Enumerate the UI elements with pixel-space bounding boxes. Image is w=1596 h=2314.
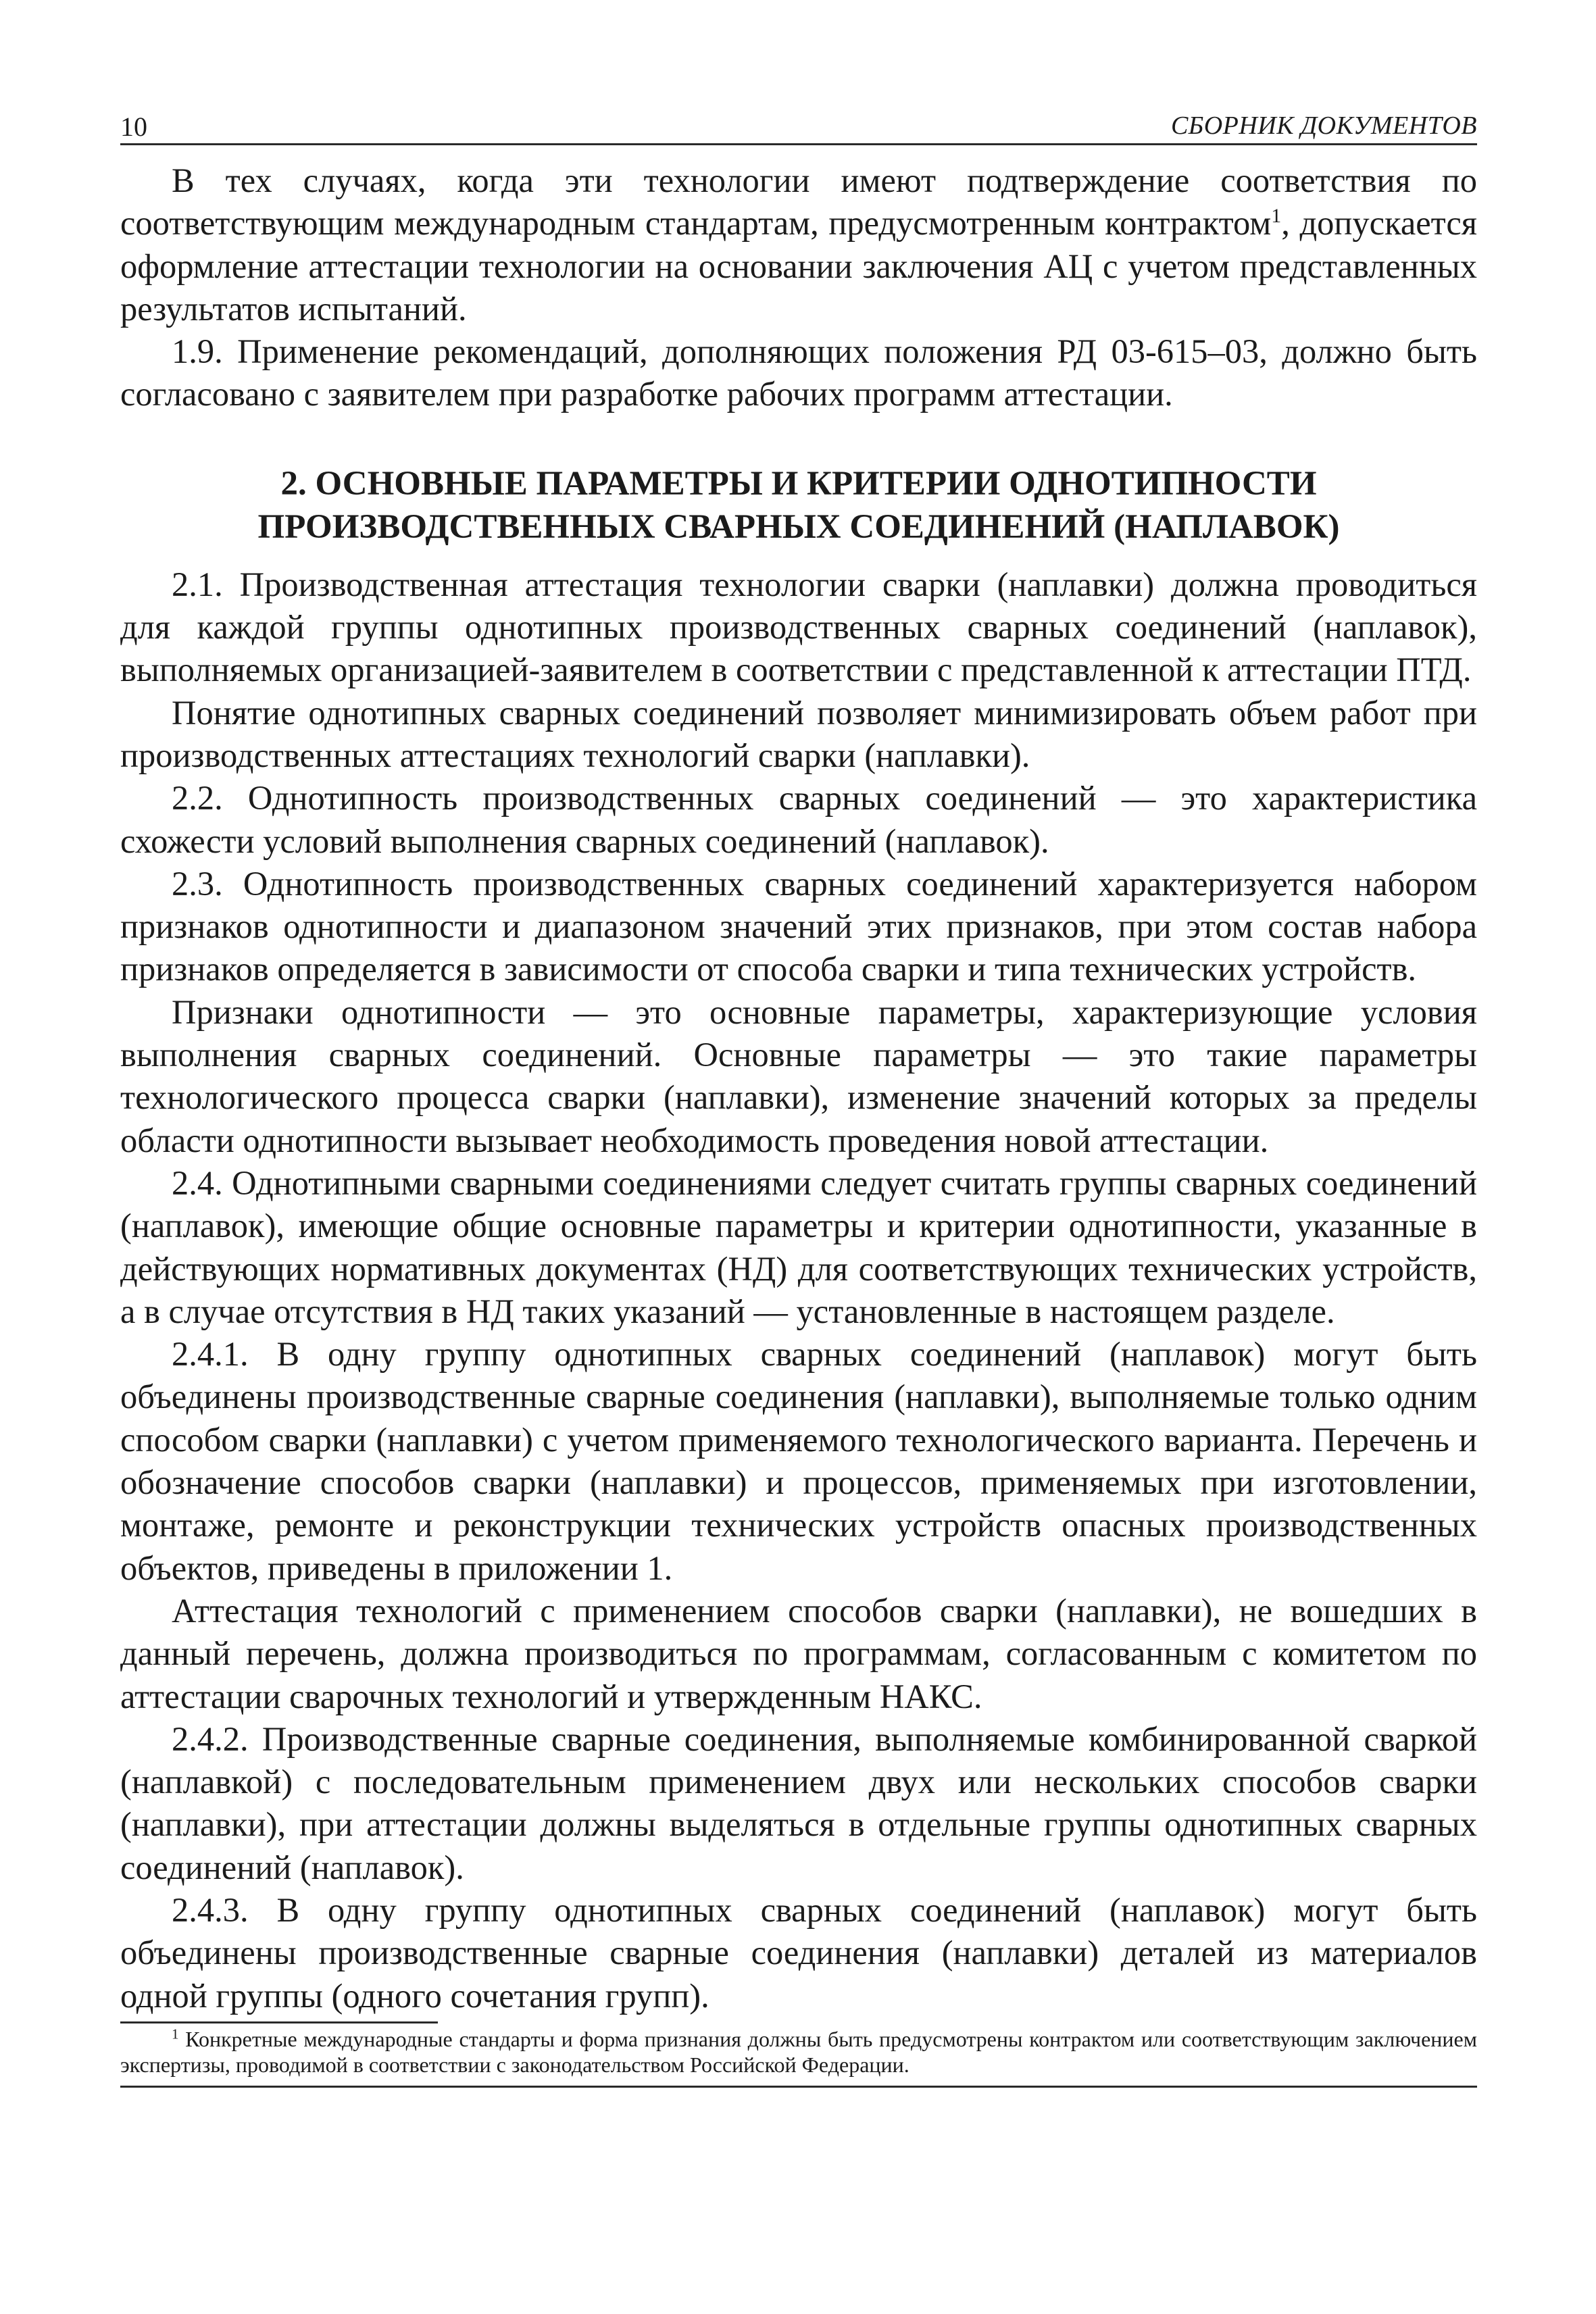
footnote-text: Конкретные международные стандарты и форма признания должны быть предусмотрены контрактом или соответствующим заключением экспертизы, проводимой в соответствии с законодательством Российской Федерации. — [120, 2026, 1478, 2077]
section-heading — [120, 462, 1477, 549]
paragraph-concept: Понятие однотипных сварных соединений позволяет минимизировать объем работ при производственных аттестациях технологий сварки (наплавки). — [120, 693, 1477, 774]
paragraph-2-4-3: 2.4.3. В одну группу однотипных сварных соединений (наплавок) могут быть объединены производственные сварные соединения (наплавки) деталей из материалов одной группы (одного сочетания групп). — [120, 1890, 1477, 2015]
paragraph-signs: Признаки однотипности — это основные параметры, характеризующие условия выполнения сварных соединений. Основные параметры — это такие параметры технологического процесса сварки (наплавки), изменение значений которых за пределы области однотипности вызывает необходимость проведения новой аттестации. — [120, 992, 1477, 1159]
page-number: 10 — [120, 111, 147, 142]
paragraph-1-9: 1.9. Применение рекомендаций, дополняющих положения РД 03-615–03, должно быть согласовано с заявителем при разработке рабочих программ аттестации. — [120, 332, 1477, 413]
paragraph-2-3: 2.3. Однотипность производственных сварных соединений характеризуется набором признаков однотипности и диапазоном значений этих признаков, при этом состав набора признаков определяется в зависимости от способа сварки и типа технических устройств. — [120, 864, 1477, 988]
paragraph-2-1: 2.1. Производственная аттестация технологии сварки (наплавки) должна проводиться для каждой группы однотипных производственных сварных соединений (наплавок), выполняемых организацией-заявителем в соответствии с представленной к аттестации ПТД. — [120, 565, 1477, 689]
paragraph-certification: Аттестация технологий с применением способов сварки (наплавки), не вошедших в данный перечень, должна производиться по программам, согласованным с комитетом по аттестации сварочных технологий и утвержденным НАКС. — [120, 1591, 1477, 1715]
footnote-mark: 1 — [172, 2026, 179, 2042]
paragraph-2-4-1: 2.4.1. В одну группу однотипных сварных соединений (наплавок) могут быть объединены производственные сварные соединения (наплавки), выполняемые только одним способом сварки (наплавки) с учетом применяемого технологического варианта. Перечень и обозначение способов сварки (наплавки) и процессов, применяемых при изготовлении, монтаже, ремонте и реконструкции технических устройств опасных производственных объектов, приведены в приложении 1. — [120, 1335, 1477, 1587]
running-title: СБОРНИК ДОКУМЕНТОВ — [1170, 111, 1477, 140]
paragraph-2-4-2: 2.4.2. Производственные сварные соединения, выполняемые комбинированной сваркой (наплавкой) с последовательным применением двух или нескольких способов сварки (наплавки), при аттестации должны выделяться в отдельные группы однотипных сварных соединений (наплавок). — [120, 1719, 1477, 1886]
intro-paragraph: В тех случаях, когда эти технологии имеют подтверждение соответствия по соответствующим международным стандартам, предусмотренным контрактом$^1$, допускается оформление аттестации технологии на основании заключения АЦ с учетом представленных результатов испытаний. — [120, 161, 1478, 328]
footnote-divider — [120, 2021, 438, 2023]
footnote-reference[interactable]: 1 — [1271, 205, 1282, 228]
section-heading-line-2: ПРОИЗВОДСТВЕННЫХ СВАРНЫХ СОЕДИНЕНИЙ (НАПЛАВОК) — [257, 507, 1340, 546]
section-heading-line-1: 2. ОСНОВНЫЕ ПАРАМЕТРЫ И КРИТЕРИИ ОДНОТИПНОСТИ — [280, 464, 1317, 503]
bottom-divider — [120, 2086, 1477, 2088]
footnote — [120, 2026, 1477, 2078]
paragraph-2-4: 2.4. Однотипными сварными соединениями следует считать группы сварных соединений (наплавок), имеющие общие основные параметры и критерии однотипности, указанные в действующих нормативных документах (НД) для соответствующих технических устройств, а в случае отсутствия в НД таких указаний — установленные в настоящем разделе. — [120, 1163, 1477, 1330]
paragraph-2-2: 2.2. Однотипность производственных сварных соединений — это характеристика схожести условий выполнения сварных соединений (наплавок). — [120, 779, 1477, 860]
body-text — [120, 159, 1477, 2088]
page-header — [120, 107, 1477, 145]
